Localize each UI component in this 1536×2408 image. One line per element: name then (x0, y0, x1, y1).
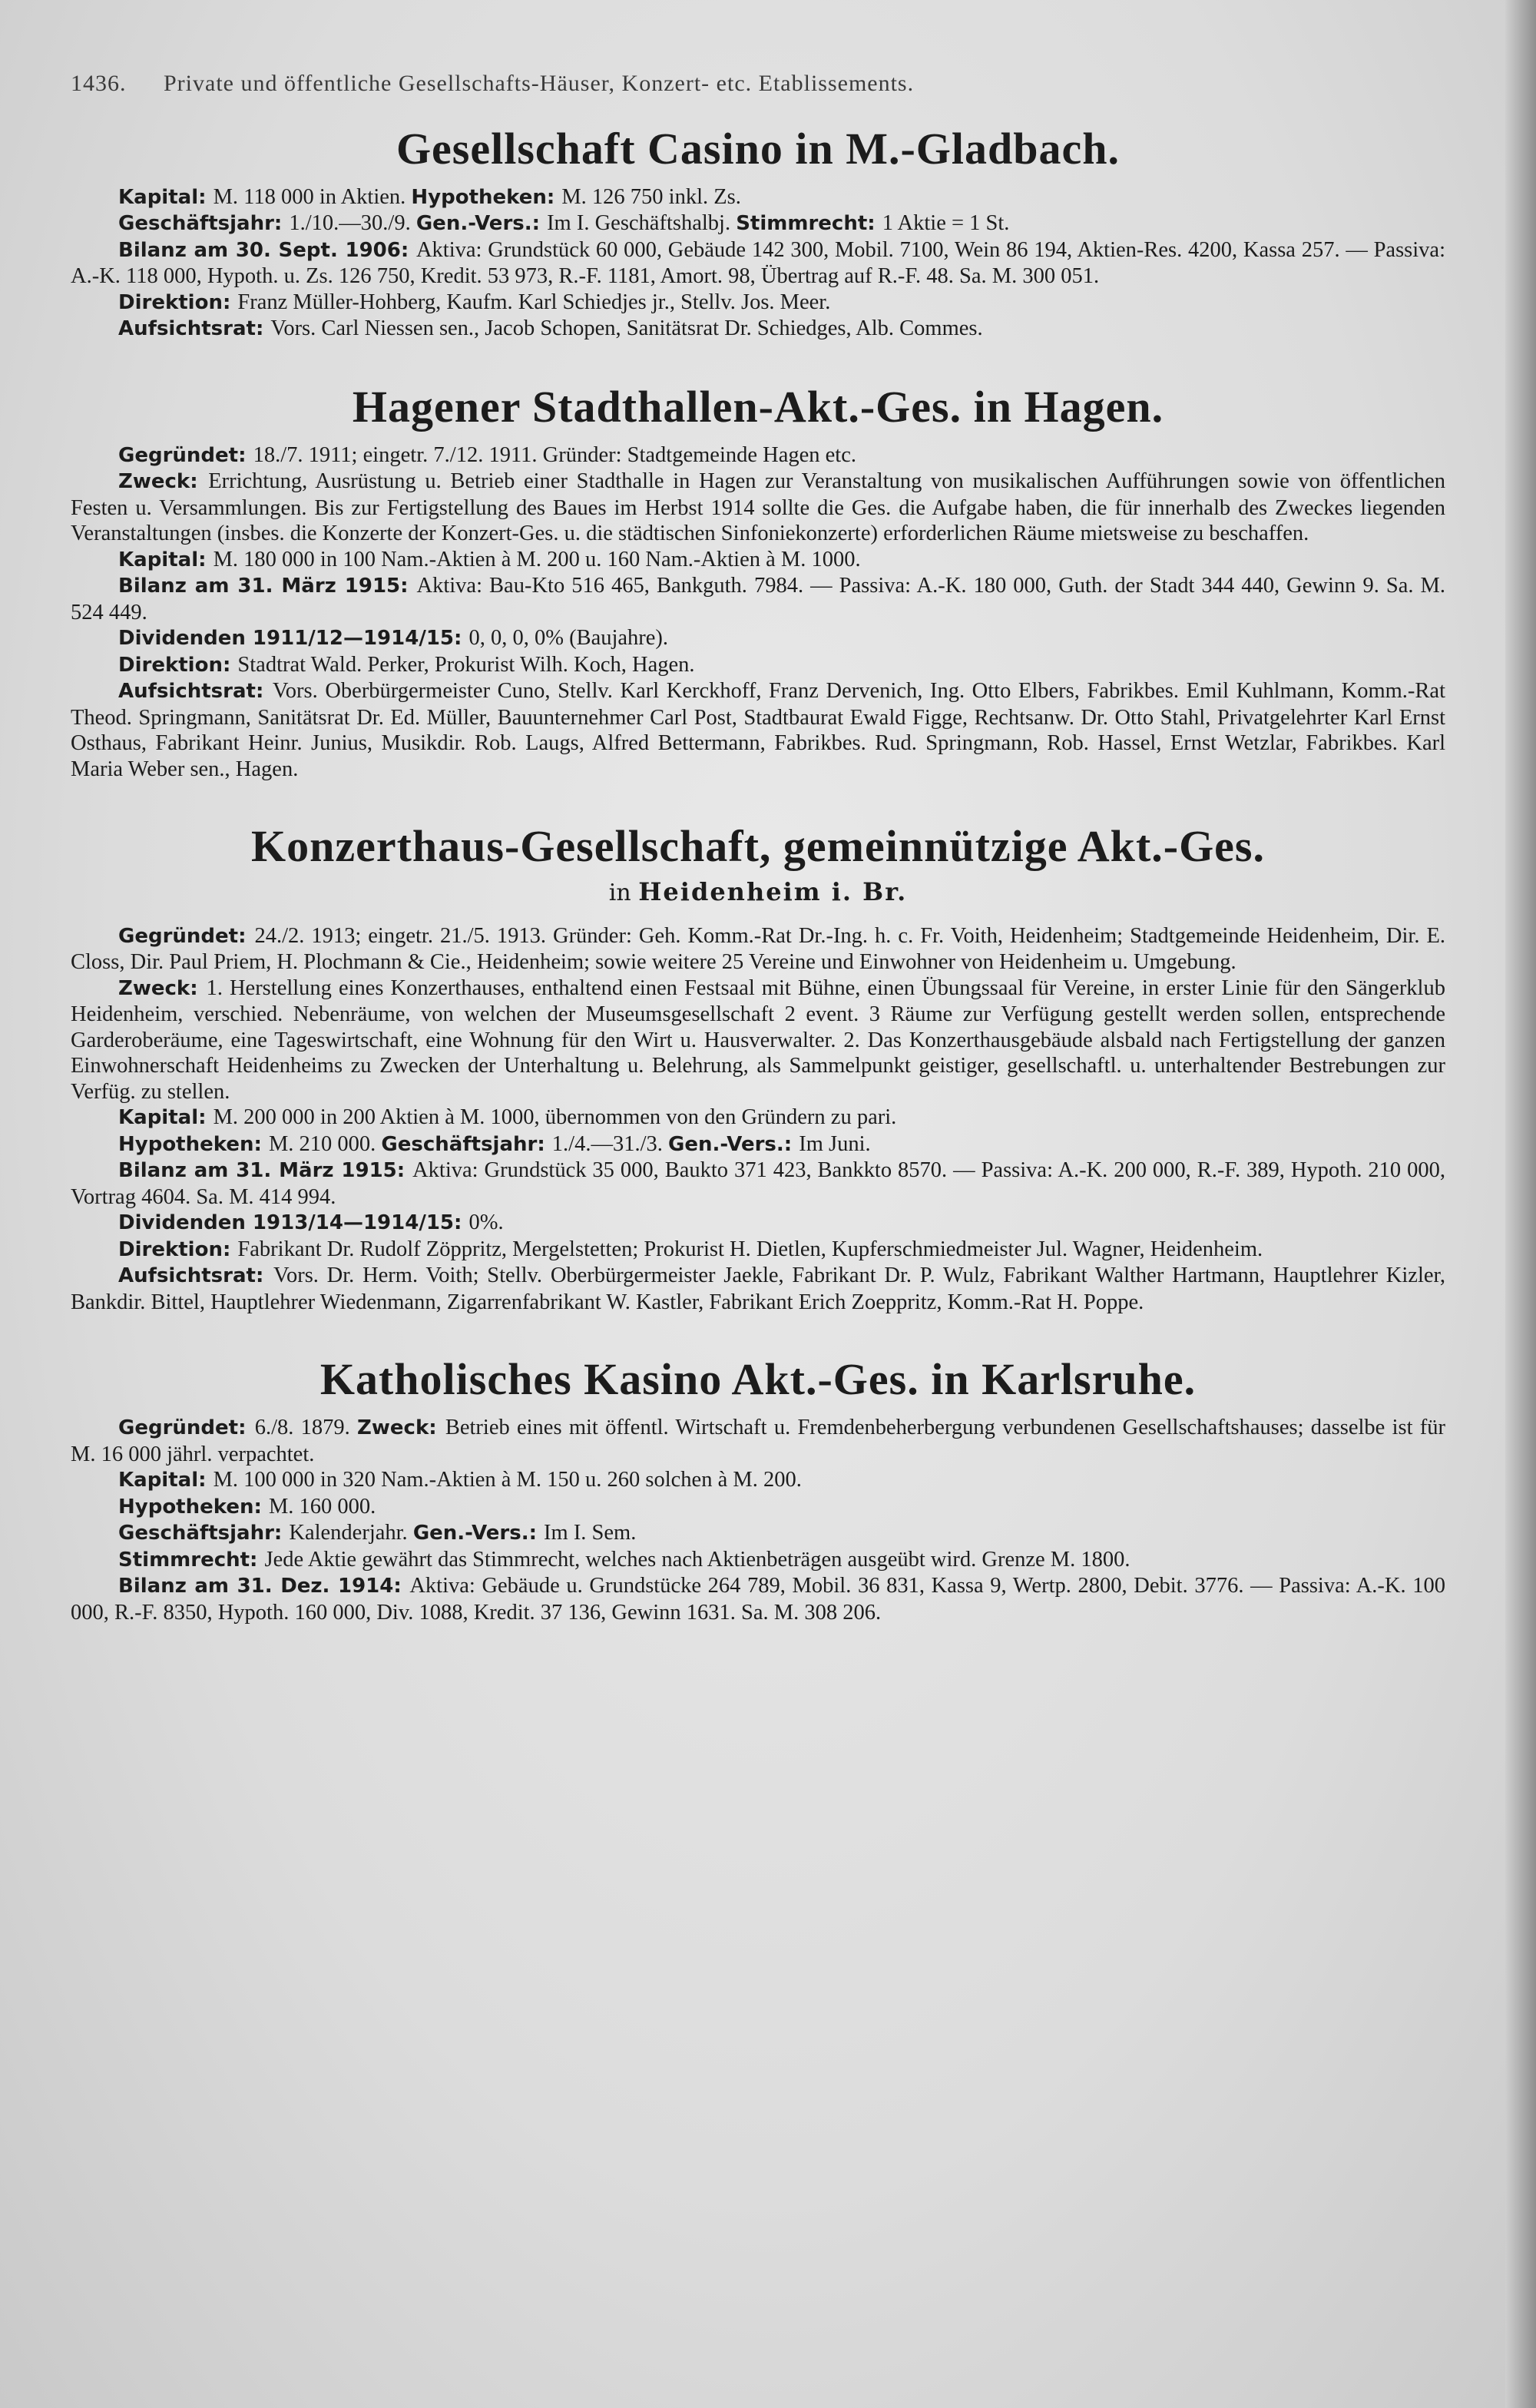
entry-paragraph (71, 1158, 1445, 1210)
field-value: M. 180 000 in 100 Nam.-Aktien à M. 200 u. 160 Nam.-Aktien à M. 1000. (213, 547, 861, 571)
field-label: Gegründet: (118, 1416, 255, 1440)
field-value: Aktiva: Gebäude u. Grundstücke 264 789, Mobil. 36 831, Kassa 9, Wertp. 2800, Debit. 3776. — Passiva: A.-K. 100 000, R.-F. 8350, Hypoth. 160 000, Div. 1088, Kredit. 37 136, Gewinn 1631. Sa. M. 308 206. (71, 1574, 1445, 1625)
field-label: Stimmrecht: (736, 212, 882, 236)
field-label: Gen.-Vers.: (668, 1132, 799, 1156)
location-city: Heidenheim i. Br. (638, 876, 908, 906)
company-entry (71, 1355, 1445, 1625)
entry-paragraph (71, 237, 1445, 290)
field-value: 24./2. 1913; eingetr. 21./5. 1913. Gründer: Geh. Komm.-Rat Dr.-Ing. h. c. Fr. Voith, Heidenheim; Stadtgemeinde Heidenheim, Dir. E. Closs, Dir. Paul Priem, H. Plochmann & Cie., Heidenheim; sowie weitere 25 Vereine und Einwohner von Heidenheim u. Umgebung. (71, 923, 1445, 975)
entry-paragraph (71, 975, 1445, 1105)
field-value: M. 210 000. (268, 1131, 382, 1156)
field-label: Kapital: (118, 185, 214, 209)
entry-paragraph (71, 573, 1445, 625)
running-head (71, 71, 1445, 97)
company-location (71, 877, 1445, 906)
field-label: Geschäftsjahr: (118, 1522, 290, 1545)
page-binding-edge (1505, 0, 1536, 2408)
field-value: M. 200 000 in 200 Aktien à M. 1000, übernommen von den Gründern zu pari. (213, 1105, 897, 1130)
field-label: Gen.-Vers.: (415, 212, 548, 236)
entry-paragraph (71, 1547, 1445, 1574)
field-label: Geschäftsjahr: (118, 212, 290, 236)
sections (71, 124, 1445, 1625)
field-label: Gegründet: (118, 924, 255, 948)
field-label: Kapital: (118, 1469, 214, 1492)
field-value: Im Juni. (799, 1131, 871, 1156)
entry-paragraph (71, 1494, 1445, 1521)
field-label: Gegründet: (118, 443, 253, 467)
field-value: 1. Herstellung eines Konzerthauses, enthaltend einen Festsaal mit Bühne, einen Übungssaal für Vereine, in erster Linie für den Sängerklub Heidenheim, verschied. Nebenräume, von welchen der Museumsgesellschaft 2 event. 3 Räume zur Verfügung gestellt werden sollen, entsprechende Garderoberäume, eine Tageswirtschaft, eine Wohnung für den Wirt u. Hausverwalter. 2. Das Konzerthausgebäude alsbald nach Fertigstellung der ganzen Einwohnerschaft Heidenheims zu Zwecken der Unterhaltung u. Belehrung, als Sammelpunkt geistiger, gesellschaftl. u. unterhaltender Bestrebungen zur Verfüg. zu stellen. (71, 975, 1445, 1104)
field-label: Direktion: (118, 290, 238, 314)
field-value: 1./10.—30./9. (289, 211, 416, 236)
field-label: Bilanz am 31. März 1915: (118, 1159, 413, 1183)
field-value: Jede Aktie gewährt das Stimmrecht, welches nach Aktienbeträgen ausgeübt wird. Grenze M. 1800. (264, 1547, 1130, 1572)
field-value: Im I. Sem. (544, 1521, 637, 1545)
field-value: Kalenderjahr. (289, 1521, 413, 1545)
location-prefix: in (608, 879, 639, 906)
entry-paragraph (71, 1105, 1445, 1131)
field-value: Betrieb eines mit öffentl. Wirtschaft u. Fremdenbeherbergung verbundenen Gesellschaftshauses; dasselbe ist für M. 16 000 jährl. verpachtet. (71, 1416, 1445, 1466)
field-label: Gen.-Vers.: (412, 1522, 545, 1545)
field-label: Bilanz am 30. Sept. 1906: (118, 238, 416, 262)
field-value: Stadtrat Wald. Perker, Prokurist Wilh. Koch, Hagen. (237, 652, 695, 677)
company-title: Konzerthaus-Gesellschaft, gemeinnützige Akt.-Ges. (250, 821, 1265, 872)
entry-paragraph (71, 1263, 1445, 1315)
field-value: M. 160 000. (268, 1494, 376, 1519)
entry-paragraph (71, 442, 1445, 469)
field-value: Errichtung, Ausrüstung u. Betrieb einer Stadthalle in Hagen zur Veranstaltung von musikalischen Aufführungen sowie von öffentlichen Festen u. Versammlungen. Bis zur Fertigstellung des Baues im Herbst 1914 sollte die Ges. die Aufgabe haben, die für innerhalb des Zweckes liegenden Veranstaltungen (insbes. die Konzerte der Konzert-Ges. u. die städtischen Sinfoniekonzerte) erforderlichen Räume mietsweise zu beschaffen. (71, 469, 1445, 546)
field-label: Dividenden 1911/12—1914/15: (118, 627, 469, 651)
entry-paragraph (71, 1467, 1445, 1494)
field-label: Aufsichtsrat: (118, 317, 271, 341)
field-label: Hypotheken: (118, 1495, 269, 1519)
field-label: Dividenden 1913/14—1914/15: (118, 1211, 469, 1235)
entry-paragraph (71, 678, 1445, 782)
running-head-title: Private und öffentliche Gesellschafts-Häuser, Konzert- etc. Etablissements. (164, 71, 915, 96)
field-label: Zweck: (118, 976, 207, 1000)
field-label: Zweck: (357, 1416, 445, 1440)
field-value: Aktiva: Grundstück 35 000, Baukto 371 423, Bankkto 8570. — Passiva: A.-K. 200 000, R.-F. 389, Hypoth. 210 000, Vortrag 4604. Sa. M. 414 994. (71, 1158, 1445, 1209)
company-entry (71, 822, 1445, 1315)
entry-paragraph (71, 210, 1445, 237)
entry-paragraph (71, 1237, 1445, 1264)
entry-paragraph (71, 1573, 1445, 1625)
entry-paragraph (71, 290, 1445, 316)
field-value: 6./8. 1879. (254, 1416, 358, 1440)
field-value: Franz Müller-Hohberg, Kaufm. Karl Schiedjes jr., Stellv. Jos. Meer. (237, 290, 831, 314)
entry-paragraph (71, 625, 1445, 652)
company-title: Gesellschaft Casino in M.-Gladbach. (396, 124, 1121, 174)
field-label: Zweck: (118, 470, 209, 494)
field-label: Hypotheken: (411, 185, 562, 209)
field-label: Geschäftsjahr: (381, 1132, 552, 1156)
entry-paragraph (71, 1131, 1445, 1158)
field-label: Aufsichtsrat: (118, 680, 273, 704)
entry-paragraph (71, 547, 1445, 574)
entry-paragraph (71, 316, 1445, 343)
field-value: 0%. (468, 1211, 504, 1235)
field-label: Direktion: (118, 653, 238, 677)
field-value: Aktiva: Grundstück 60 000, Gebäude 142 300, Mobil. 7100, Wein 86 194, Aktien-Res. 4200, Kassa 257. — Passiva: A.-K. 118 000, Hypoth. u. Zs. 126 750, Kredit. 53 973, R.-F. 1181, Amort. 98, Übertrag auf R.-F. 48. Sa. M. 300 051. (71, 237, 1445, 289)
field-value: Vors. Oberbürgermeister Cuno, Stellv. Karl Kerckhoff, Franz Dervenich, Ing. Otto Elbers, Fabrikbes. Emil Kuhlmann, Komm.-Rat Theod. Springmann, Sanitätsrat Dr. Ed. Müller, Bauunternehmer Carl Post, Stadtbaurat Ewald Figge, Rechtsanw. Dr. Otto Stahl, Privatgelehrter Karl Ernst Osthaus, Fabrikant Heinr. Junius, Musikdir. Rob. Laugs, Alfred Bettermann, Fabrikbes. Rud. Springmann, Rob. Hassel, Ernst Wetzlar, Fabrikbes. Karl Maria Weber sen., Hagen. (71, 679, 1445, 781)
field-label: Bilanz am 31. März 1915: (118, 575, 417, 598)
field-value: 0, 0, 0, 0% (Baujahre). (468, 626, 669, 651)
entry-paragraph (71, 1210, 1445, 1237)
field-label: Direktion: (118, 1237, 238, 1261)
company-entry (71, 124, 1445, 343)
field-value: Aktiva: Bau-Kto 516 465, Bankguth. 7984. — Passiva: A.-K. 180 000, Guth. der Stadt 344 440, Gewinn 9. Sa. M. 524 449. (71, 574, 1445, 624)
field-value: M. 118 000 in Aktien. (213, 184, 412, 209)
company-title: Katholisches Kasino Akt.-Ges. in Karlsruhe. (319, 1354, 1197, 1405)
entry-paragraph (71, 1520, 1445, 1547)
entry-paragraph (71, 1415, 1445, 1467)
field-value: 1 Aktie = 1 St. (882, 211, 1010, 236)
field-value: Fabrikant Dr. Rudolf Zöppritz, Mergelstetten; Prokurist H. Dietlen, Kupferschmiedmeister Jul. Wagner, Heidenheim. (237, 1237, 1263, 1261)
field-label: Bilanz am 31. Dez. 1914: (118, 1575, 410, 1598)
field-label: Hypotheken: (118, 1132, 269, 1156)
field-value: Vors. Carl Niessen sen., Jacob Schopen, Sanitätsrat Dr. Schiedges, Alb. Commes. (270, 316, 983, 341)
field-value: M. 126 750 inkl. Zs. (561, 184, 741, 209)
entry-paragraph (71, 652, 1445, 679)
field-label: Kapital: (118, 1106, 214, 1130)
field-value: 1./4.—31./3. (551, 1131, 669, 1156)
field-value: M. 100 000 in 320 Nam.-Aktien à M. 150 u. 260 solchen à M. 200. (213, 1468, 802, 1492)
page-number: 1436. (71, 71, 127, 96)
field-label: Stimmrecht: (118, 1548, 265, 1572)
company-title: Hagener Stadthallen-Akt.-Ges. in Hagen. (352, 381, 1164, 432)
page-content (71, 71, 1445, 1665)
entry-paragraph (71, 923, 1445, 975)
field-value: 18./7. 1911; eingetr. 7./12. 1911. Gründer: Stadtgemeinde Hagen etc. (253, 442, 856, 467)
field-label: Aufsichtsrat: (118, 1264, 274, 1288)
field-label: Kapital: (118, 548, 214, 571)
entry-paragraph (71, 184, 1445, 211)
entry-paragraph (71, 469, 1445, 547)
company-entry (71, 383, 1445, 782)
field-value: Vors. Dr. Herm. Voith; Stellv. Oberbürgermeister Jaekle, Fabrikant Dr. P. Wulz, Fabrikant Walther Hartmann, Hauptlehrer Kizler, Bankdir. Bittel, Hauptlehrer Wiedenmann, Zigarrenfabrikant W. Kastler, Fabrikant Erich Zoeppritz, Komm.-Rat H. Poppe. (71, 1264, 1445, 1314)
field-value: Im I. Geschäftshalbj. (547, 211, 737, 236)
